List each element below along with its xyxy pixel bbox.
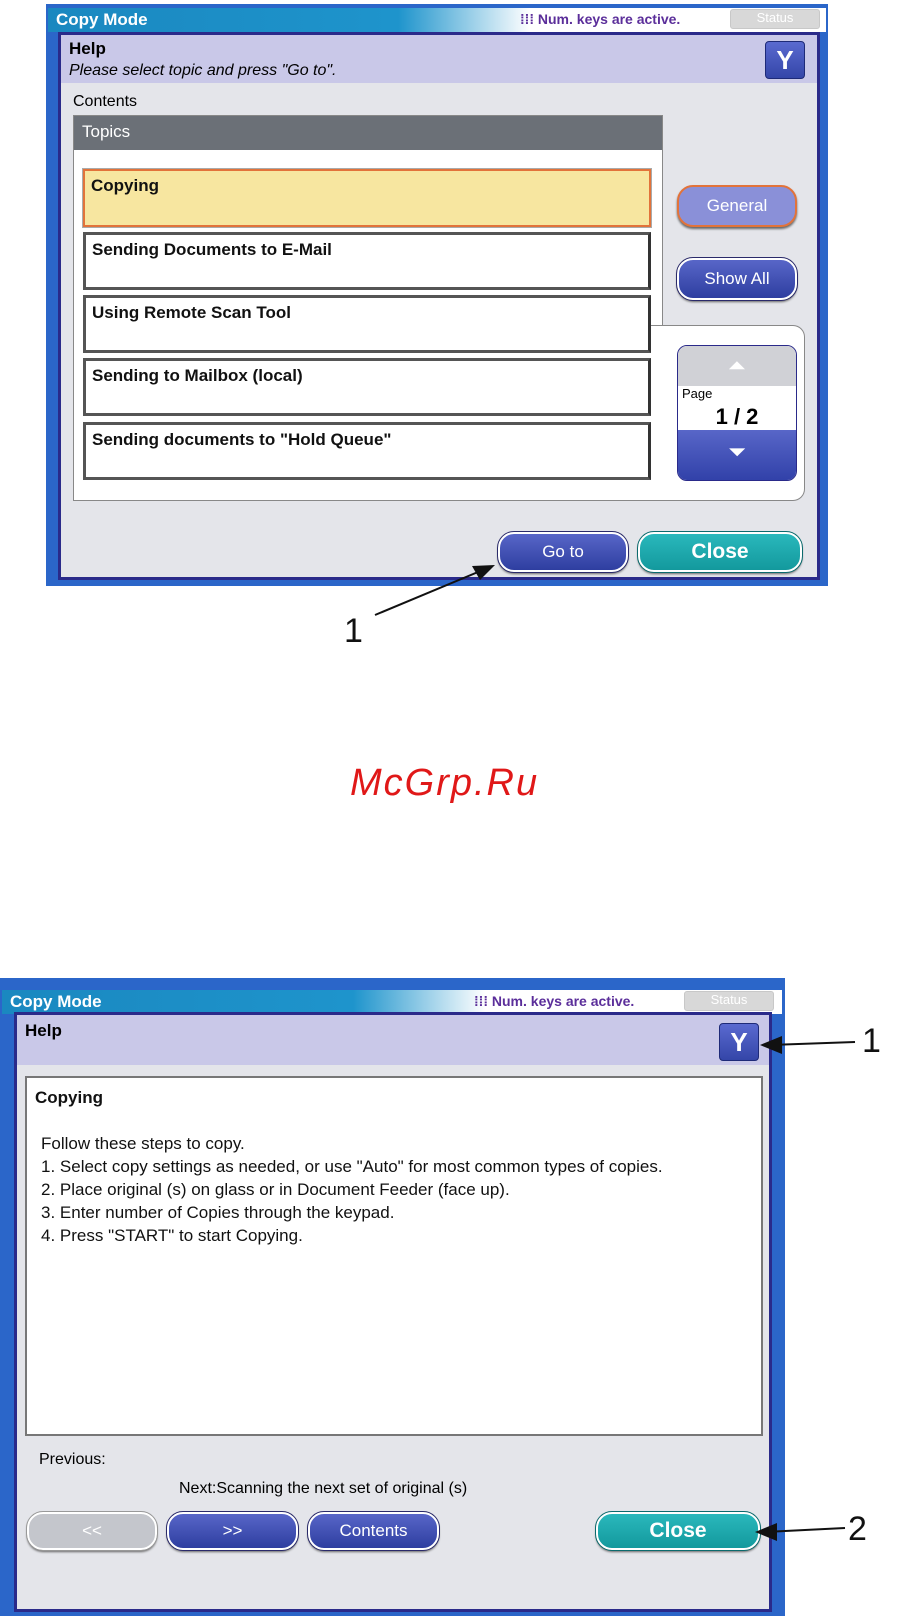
body-line: 4. Press "START" to start Copying. xyxy=(41,1226,303,1245)
general-button[interactable]: General xyxy=(677,185,797,227)
topic-title: Copying xyxy=(35,1088,103,1107)
close-button[interactable]: Close xyxy=(596,1512,760,1550)
previous-label: Previous: xyxy=(39,1451,106,1468)
watermark: McGrp.Ru xyxy=(350,762,540,804)
page-value: 1 / 2 xyxy=(715,404,759,429)
next-label: Next:Scanning the next set of original (s) xyxy=(179,1480,468,1497)
topic-item[interactable]: Using Remote Scan Tool xyxy=(83,295,651,353)
page-label: Page xyxy=(682,386,713,401)
close-button[interactable]: Close xyxy=(638,532,802,572)
topic-item[interactable]: Copying xyxy=(83,169,651,227)
body-line: Follow these steps to copy. xyxy=(41,1134,245,1153)
num-keys-text: Num. keys are active. xyxy=(491,993,635,1009)
callout-label-2: 2 xyxy=(848,1510,867,1548)
page-down-button[interactable]: ⏷ xyxy=(678,430,796,481)
topic-item[interactable]: Sending to Mailbox (local) xyxy=(83,358,651,416)
page-up-button[interactable]: ⏶ xyxy=(678,346,796,386)
wrench-icon[interactable]: Y xyxy=(765,41,805,79)
wrench-icon[interactable]: Y xyxy=(719,1023,759,1061)
help-title: Help xyxy=(69,39,106,58)
callout-arrows xyxy=(0,980,908,1616)
topic-item[interactable]: Sending documents to "Hold Queue" xyxy=(83,422,651,480)
callout-label-1: 1 xyxy=(862,1022,881,1060)
body-line: 2. Place original (s) on glass or in Document Feeder (face up). xyxy=(41,1180,510,1199)
body-line: 3. Enter number of Copies through the keypad. xyxy=(41,1203,395,1222)
window-title: Copy Mode xyxy=(10,992,102,1011)
num-keys-text: Num. keys are active. xyxy=(537,11,681,27)
show-all-button[interactable]: Show All xyxy=(677,258,797,300)
go-to-button[interactable]: Go to xyxy=(498,532,628,572)
previous-button[interactable]: << xyxy=(27,1512,157,1550)
callout-label: 1 xyxy=(344,612,363,650)
contents-button[interactable]: Contents xyxy=(308,1512,439,1550)
next-button[interactable]: >> xyxy=(167,1512,298,1550)
window-title: Copy Mode xyxy=(56,10,148,29)
help-instruction: Please select topic and press "Go to". xyxy=(69,62,337,79)
help-title: Help xyxy=(25,1021,62,1040)
topics-header: Topics xyxy=(74,116,662,150)
body-line: 1. Select copy settings as needed, or use "Auto" for most common types of copies. xyxy=(41,1157,663,1176)
num-keys-indicator: ⁞⁞⁞ Num. keys are active. xyxy=(520,11,681,27)
num-keys-indicator: ⁞⁞⁞ Num. keys are active. xyxy=(474,993,635,1009)
status-button[interactable]: Status xyxy=(730,9,820,29)
callout-arrow xyxy=(0,0,908,700)
contents-label: Contents xyxy=(73,93,138,110)
topic-item[interactable]: Sending Documents to E-Mail xyxy=(83,232,651,290)
status-button[interactable]: Status xyxy=(684,991,774,1011)
